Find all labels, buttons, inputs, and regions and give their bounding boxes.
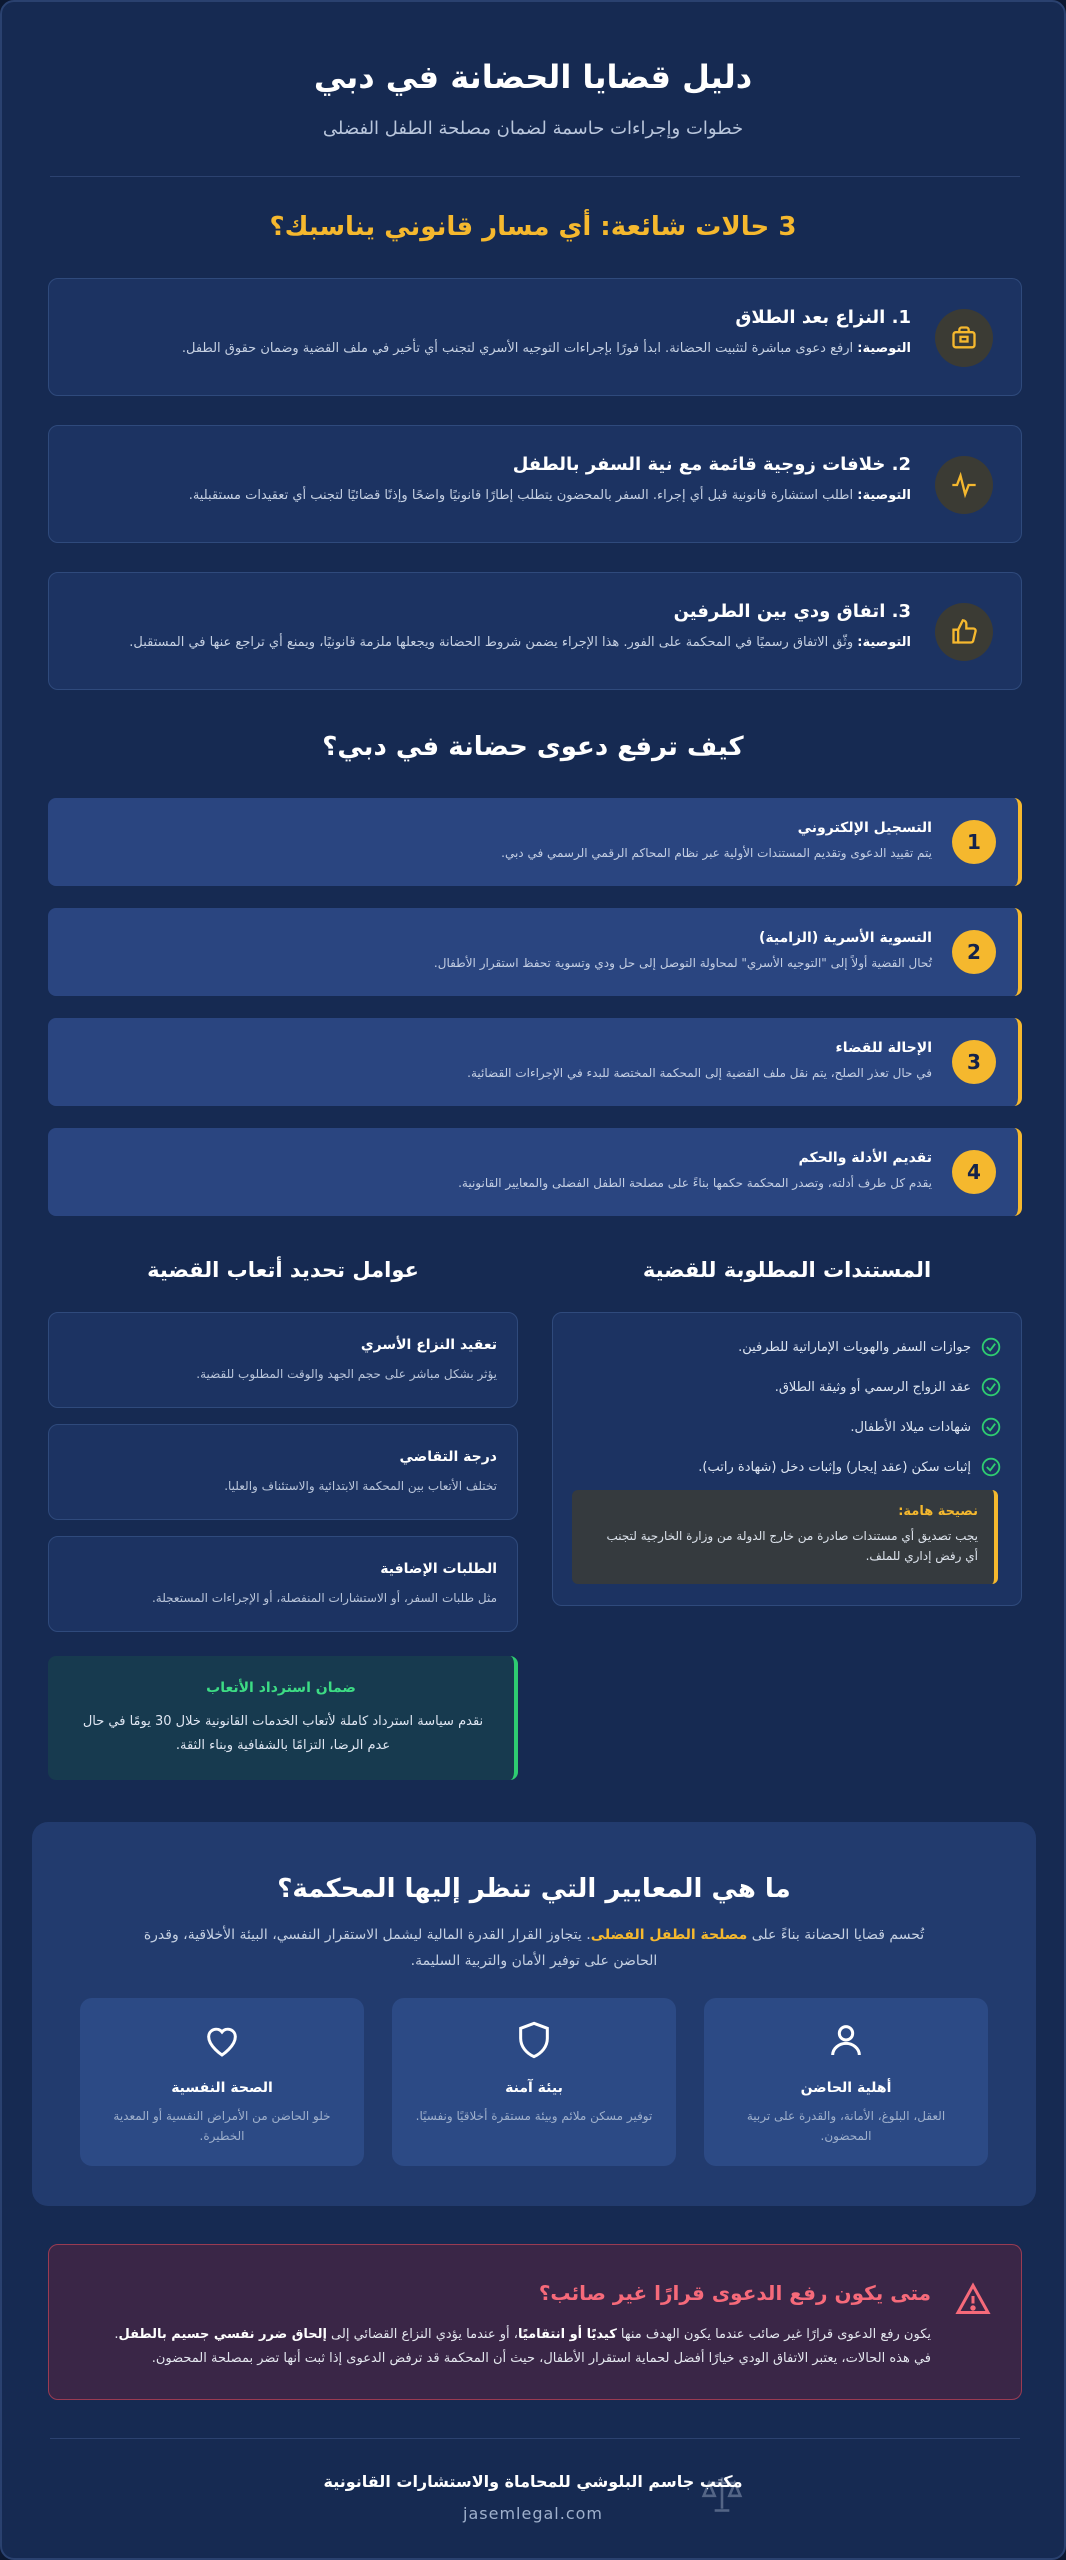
step-number: 3 — [952, 1040, 996, 1084]
step-title: التسوية الأسرية (الزامية) — [759, 930, 932, 946]
footer-website-link[interactable]: jasemlegal.com — [463, 2504, 603, 2523]
criteria-card — [80, 1998, 364, 2166]
fees-heading: عوامل تحديد أتعاب القضية — [147, 1258, 419, 1282]
step-title: تقديم الأدلة والحكم — [798, 1150, 932, 1166]
scenario-title: 3. اتفاق ودي بين الطرفين — [673, 601, 911, 622]
scenarios-heading: 3 حالات شائعة: أي مسار قانوني يناسبك؟ — [269, 212, 797, 242]
important-tip — [572, 1490, 998, 1584]
check-icon — [981, 1417, 1001, 1437]
documents-heading: المستندات المطلوبة للقضية — [642, 1258, 932, 1282]
guarantee-title: ضمان استرداد الأتعاب — [206, 1680, 356, 1696]
document-item: شهادات ميلاد الأطفال. — [850, 1417, 1001, 1437]
scenario-title: 1. النزاع بعد الطلاق — [735, 307, 911, 328]
heart-icon — [80, 2020, 364, 2060]
step-text: يتم تقييد الدعوى وتقديم المستندات الأولية عبر نظام المحاكم الرقمي الرسمي في دبي. — [501, 846, 932, 860]
guarantee-text: نقدم سياسة استرداد كاملة لأتعاب الخدمات القانونية خلال 30 يومًا في حال عدم الرضا، التزامًا بالشفافية وبناء الثقة. — [82, 1714, 484, 1753]
criteria-card-text: خلو الحاضن من الأمراض النفسية أو المعدية الخطيرة. — [113, 2109, 331, 2143]
footer-office-name: مكتب جاسم البلوشي للمحاماة والاستشارات القانونية — [323, 2472, 743, 2491]
document-item: عقد الزواج الرسمي أو وثيقة الطلاق. — [775, 1377, 1001, 1397]
document-item: إثبات سكن (عقد إيجار) وإثبات دخل (شهادة راتب). — [698, 1457, 1001, 1477]
document-item: جوازات السفر والهويات الإماراتية للطرفين. — [738, 1337, 1001, 1357]
briefcase-icon — [935, 309, 993, 367]
warning-title: متى يكون رفع الدعوى قرارًا غير صائب؟ — [538, 2281, 931, 2305]
step-title: التسجيل الإلكتروني — [797, 820, 932, 836]
criteria-card-title: بيئة آمنة — [505, 2080, 563, 2096]
tip-title: نصيحة هامة: — [898, 1504, 978, 1519]
scenario-card-2 — [48, 425, 1022, 543]
check-icon — [981, 1337, 1001, 1357]
criteria-heading: ما هي المعايير التي تنظر إليها المحكمة؟ — [277, 1874, 791, 1904]
user-icon — [704, 2020, 988, 2060]
scenario-text: التوصية: وثّق الاتفاق رسميًا في المحكمة على الفور. هذا الإجراء يضمن شروط الحضانة ويجعلها ملزمة قانونيًا، ويمنع أي تراجع عنها في المستقبل. — [129, 635, 911, 650]
scenario-card-1 — [48, 278, 1022, 396]
criteria-card — [704, 1998, 988, 2166]
fee-factor-card — [48, 1536, 518, 1632]
scenario-text: التوصية: ارفع دعوى مباشرة لتثبيت الحضانة. ابدأ فورًا بإجراءات التوجيه الأسري لتجنب أي تأخير في ملف القضية وضمان حقوق الطفل. — [181, 341, 911, 356]
divider — [50, 2438, 1020, 2439]
step-text: تُحال القضية أولاً إلى "التوجيه الأسري" لمحاولة التوصل إلى حل ودي وتسوية تحفظ استقرار الأطفال. — [433, 956, 932, 970]
tip-text: يجب تصديق أي مستندات صادرة من خارج الدولة من وزارة الخارجية لتجنب أي رفض إداري للملف. — [606, 1529, 978, 1563]
step-number: 4 — [952, 1150, 996, 1194]
criteria-card — [392, 1998, 676, 2166]
check-icon — [981, 1457, 1001, 1477]
step-text: في حال تعذر الصلح، يتم نقل ملف القضية إلى المحكمة المختصة للبدء في الإجراءات القضائية. — [467, 1066, 932, 1080]
step-number: 2 — [952, 930, 996, 974]
refund-guarantee — [48, 1656, 518, 1780]
shield-icon — [392, 2020, 676, 2060]
fee-factor-title: الطلبات الإضافية — [380, 1561, 497, 1577]
step-number: 1 — [952, 820, 996, 864]
scenario-card-3 — [48, 572, 1022, 690]
warning-box — [48, 2244, 1022, 2400]
fee-factor-text: تختلف الأتعاب بين المحكمة الابتدائية والاستئناف والعليا. — [224, 1479, 497, 1493]
warning-text: يكون رفع الدعوى قرارًا غير صائب عندما يكون الهدف منها كيديًا أو انتقاميًا، أو عندما يؤدي النزاع القضائي إلى إلحاق ضرر نفسي جسيم بالطفل. في هذه الحالات، يعتبر الاتفاق الودي خيارًا أفضل لحماية استقرار الأطفال، حيث أن المحكمة قد ترفض الدعوى إذا ثبت أنها تضر بمصلحة المحضون. — [114, 2327, 931, 2366]
page-subtitle: خطوات وإجراءات حاسمة لضمان مصلحة الطفل الفضلى — [322, 118, 744, 139]
steps-heading: كيف ترفع دعوى حضانة في دبي؟ — [322, 732, 744, 762]
warning-icon — [955, 2281, 991, 2321]
page-title: دليل قضايا الحضانة في دبي — [313, 58, 753, 96]
divider — [50, 176, 1020, 177]
step-text: يقدم كل طرف أدلته، وتصدر المحكمة حكمها بناءً على مصلحة الطفل الفضلى والمعايير القانونية. — [458, 1176, 932, 1190]
step-card-3 — [48, 1018, 1022, 1106]
criteria-card-text: العقل، البلوغ، الأمانة، والقدرة على تربية المحضون. — [746, 2109, 946, 2143]
scenario-title: 2. خلافات زوجية قائمة مع نية السفر بالطفل — [512, 454, 911, 475]
criteria-card-title: أهلية الحاضن — [800, 2080, 892, 2096]
scenario-text: التوصية: اطلب استشارة قانونية قبل أي إجراء. السفر بالمحضون يتطلب إطارًا قانونيًا واضحًا وإذنًا قضائيًا لتجنب أي تعقيدات مستقبلية. — [188, 488, 911, 503]
fee-factor-card — [48, 1312, 518, 1408]
activity-icon — [935, 456, 993, 514]
step-card-2 — [48, 908, 1022, 996]
thumbs-up-icon — [935, 603, 993, 661]
step-card-1 — [48, 798, 1022, 886]
criteria-card-text: توفير مسكن ملائم وبيئة مستقرة أخلاقيًا ونفسيًا. — [415, 2109, 653, 2123]
fee-factor-text: يؤثر بشكل مباشر على حجم الجهد والوقت المطلوب للقضية. — [196, 1367, 497, 1381]
court-criteria-section — [32, 1822, 1036, 2206]
step-title: الإحالة للقضاء — [835, 1040, 932, 1056]
fee-factor-title: درجة التقاضي — [399, 1449, 497, 1465]
step-card-4 — [48, 1128, 1022, 1216]
fee-factor-text: مثل طلبات السفر، أو الاستشارات المنفصلة، أو الإجراءات المستعجلة. — [151, 1591, 497, 1605]
fee-factor-title: تعقيد النزاع الأسري — [360, 1337, 497, 1353]
criteria-intro: تُحسم قضايا الحضانة بناءً على مصلحة الطفل الفضلى. يتجاوز القرار القدرة المالية ليشمل الاستقرار النفسي، البيئة الأخلاقية، وقدرة الحاضن على توفير الأمان والتربية السليمة. — [143, 1927, 925, 1969]
criteria-card-title: الصحة النفسية — [171, 2080, 273, 2096]
check-icon — [981, 1377, 1001, 1397]
fee-factor-card — [48, 1424, 518, 1520]
